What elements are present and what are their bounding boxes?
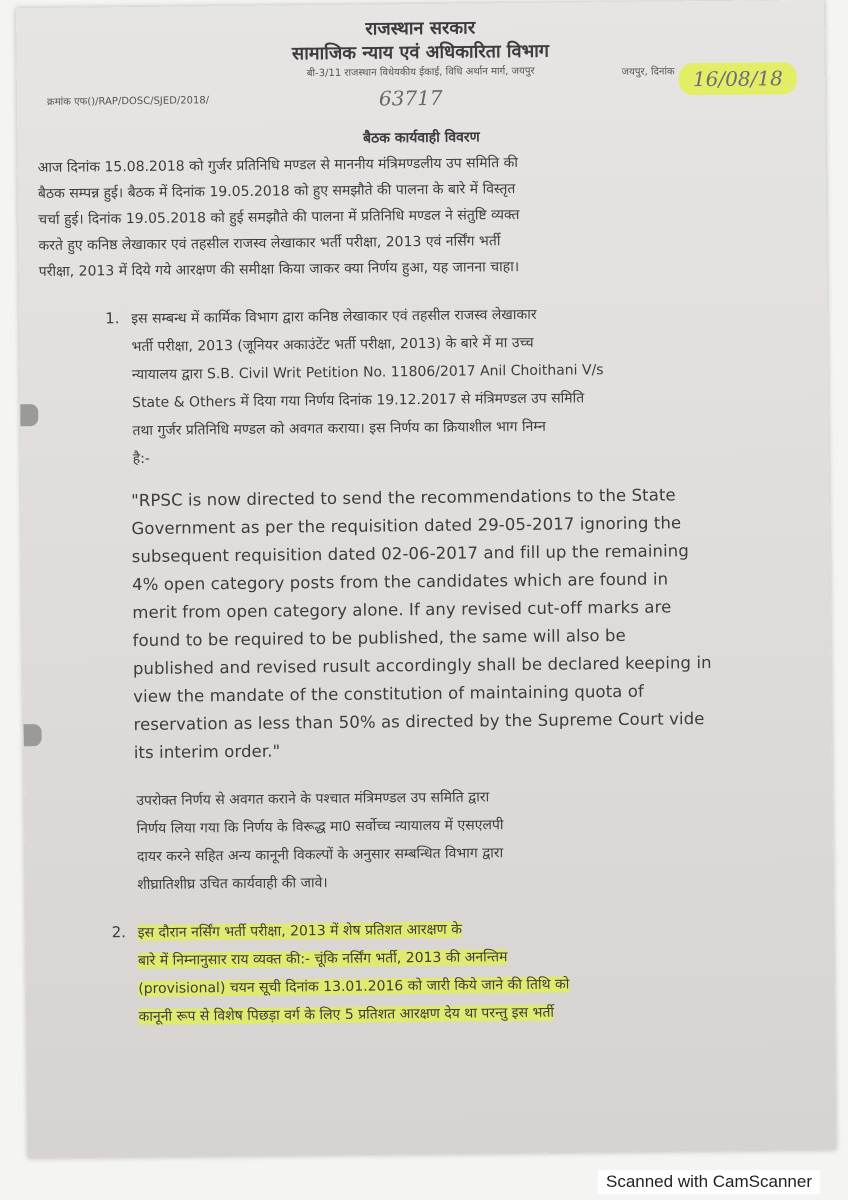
court-quote-line: "RPSC is now directed to send the recommendations to the State (131, 485, 676, 511)
point-2-line: इस दौरान नर्सिंग भर्ती परीक्षा, 2013 में शेष प्रतिशत आरक्षण के (137, 921, 463, 942)
punch-hole (20, 404, 38, 426)
point-1-line: State & Others में दिया गया निर्णय दिनांक 19.12.2017 से मंत्रिमण्डल उप समिति (132, 390, 585, 412)
intro-line: चर्चा हुई। दिनांक 19.05.2018 को हुई समझौते की पालना में प्रतिनिधि मण्डल ने संतुष्टि व्यक्त (38, 207, 520, 229)
court-quote-line: reservation as less than 50% as directed by the Supreme Court vide (133, 709, 705, 735)
court-quote-line: published and revised rusult accordingly shall be declared keeping in (132, 653, 712, 679)
point-1-line: है:- (132, 450, 151, 468)
point-1-decision-line: निर्णय लिया गया कि निर्णय के विरूद्ध मा0 सर्वोच्च न्यायालय में एसएलपी (136, 817, 504, 838)
document-page (16, 0, 836, 1158)
govt-name: राजस्थान सरकार (365, 17, 476, 40)
point-1-line: इस सम्बन्ध में कार्मिक विभाग द्वारा कनिष्ठ लेखाकार एवं तहसील राजस्व लेखाकार (131, 306, 537, 328)
point-1-line: तथा गुर्जर प्रतिनिधि मण्डल को अवगत कराया। इस निर्णय का क्रियाशील भाग निम्न (132, 418, 546, 440)
court-quote-line: Government as per the requisition dated 29-05-2017 ignoring the (131, 513, 682, 539)
point-2-number: 2. (111, 923, 127, 942)
date-stamp: 16/08/18 (679, 62, 797, 95)
court-quote-line: view the mandate of the constitution of maintaining quota of (133, 681, 644, 707)
dispatch-number: 63717 (378, 85, 443, 111)
point-1-line: न्यायालय द्वारा S.B. Civil Writ Petition No. 11806/2017 Anil Choithani V/s (131, 362, 604, 384)
court-quote-line: subsequent requisition dated 02-06-2017 and fill up the remaining (131, 541, 689, 567)
point-1-number: 1. (105, 309, 120, 328)
intro-line: करते हुए कनिष्ठ लेखाकार एवं तहसील राजस्व लेखाकार भर्ती परीक्षा, 2013 एवं नर्सिंग भर्ती (38, 233, 501, 255)
court-quote-line: found to be required to be published, the same will also be (132, 625, 626, 651)
point-1-decision-line: उपरोक्त निर्णय से अवगत कराने के पश्चात मंत्रिमण्डल उप समिति द्वारा (136, 789, 490, 810)
intro-line: परीक्षा, 2013 में दिये गये आरक्षण की समीक्षा किया जाकर क्या निर्णय हुआ, यह जानना चाहा। (38, 259, 520, 281)
intro-line: बैठक सम्पन्न हुई। बैठक में दिनांक 19.05.2018 को हुए समझौते की पालना के बारे में विस्तृत (37, 181, 516, 203)
court-quote-line: 4% open category posts from the candidates which are found in (131, 569, 669, 595)
point-1-decision-line: शीघ्रातिशीघ्र उचित कार्यवाही की जावे। (137, 875, 328, 894)
punch-hole (23, 724, 41, 746)
minutes-title: बैठक कार्यवाही विवरण (362, 129, 480, 147)
reference-number: क्रमांक एफ()/RAP/DOSC/SJED/2018/ (46, 95, 210, 108)
point-1-decision-line: दायर करने सहित अन्य कानूनी विकल्पों के अनुसार सम्बन्धित विभाग द्वारा (136, 845, 504, 866)
point-2-line: कानूनी रूप से विशेष पिछड़ा वर्ग के लिए 5 प्रतिशत आरक्षण देय था परन्तु इस भर्ती (138, 1004, 555, 1026)
court-quote-line: merit from open category alone. If any revised cut-off marks are (132, 597, 672, 623)
point-2-line: (provisional) चयन सूची दिनांक 13.01.2016 को जारी किये जाने की तिथि को (138, 976, 570, 998)
camscanner-watermark: Scanned with CamScanner (598, 1170, 820, 1194)
point-2-line: बारे में निम्नानुसार राय व्यक्त की:- चूंकि नर्सिंग भर्ती, 2013 की अनन्तिम (137, 949, 508, 970)
department-name: सामाजिक न्याय एवं अधिकारिता विभाग (291, 40, 550, 65)
point-1-line: भर्ती परीक्षा, 2013 (जूनियर अकाउंटेंट भर्ती परीक्षा, 2013) के बारे में मा उच्च (131, 334, 534, 356)
date-label: जयपुर, दिनांक (621, 66, 675, 78)
court-quote-line: its interim order." (133, 741, 281, 763)
department-address: बी-3/11 राजस्थान विधेयकीय ईकाई, विधि अर्थान मार्ग, जयपुर (306, 65, 535, 80)
intro-line: आज दिनांक 15.08.2018 को गुर्जर प्रतिनिधि मण्डल से माननीय मंत्रिमण्डलीय उप समिति की (37, 155, 519, 177)
